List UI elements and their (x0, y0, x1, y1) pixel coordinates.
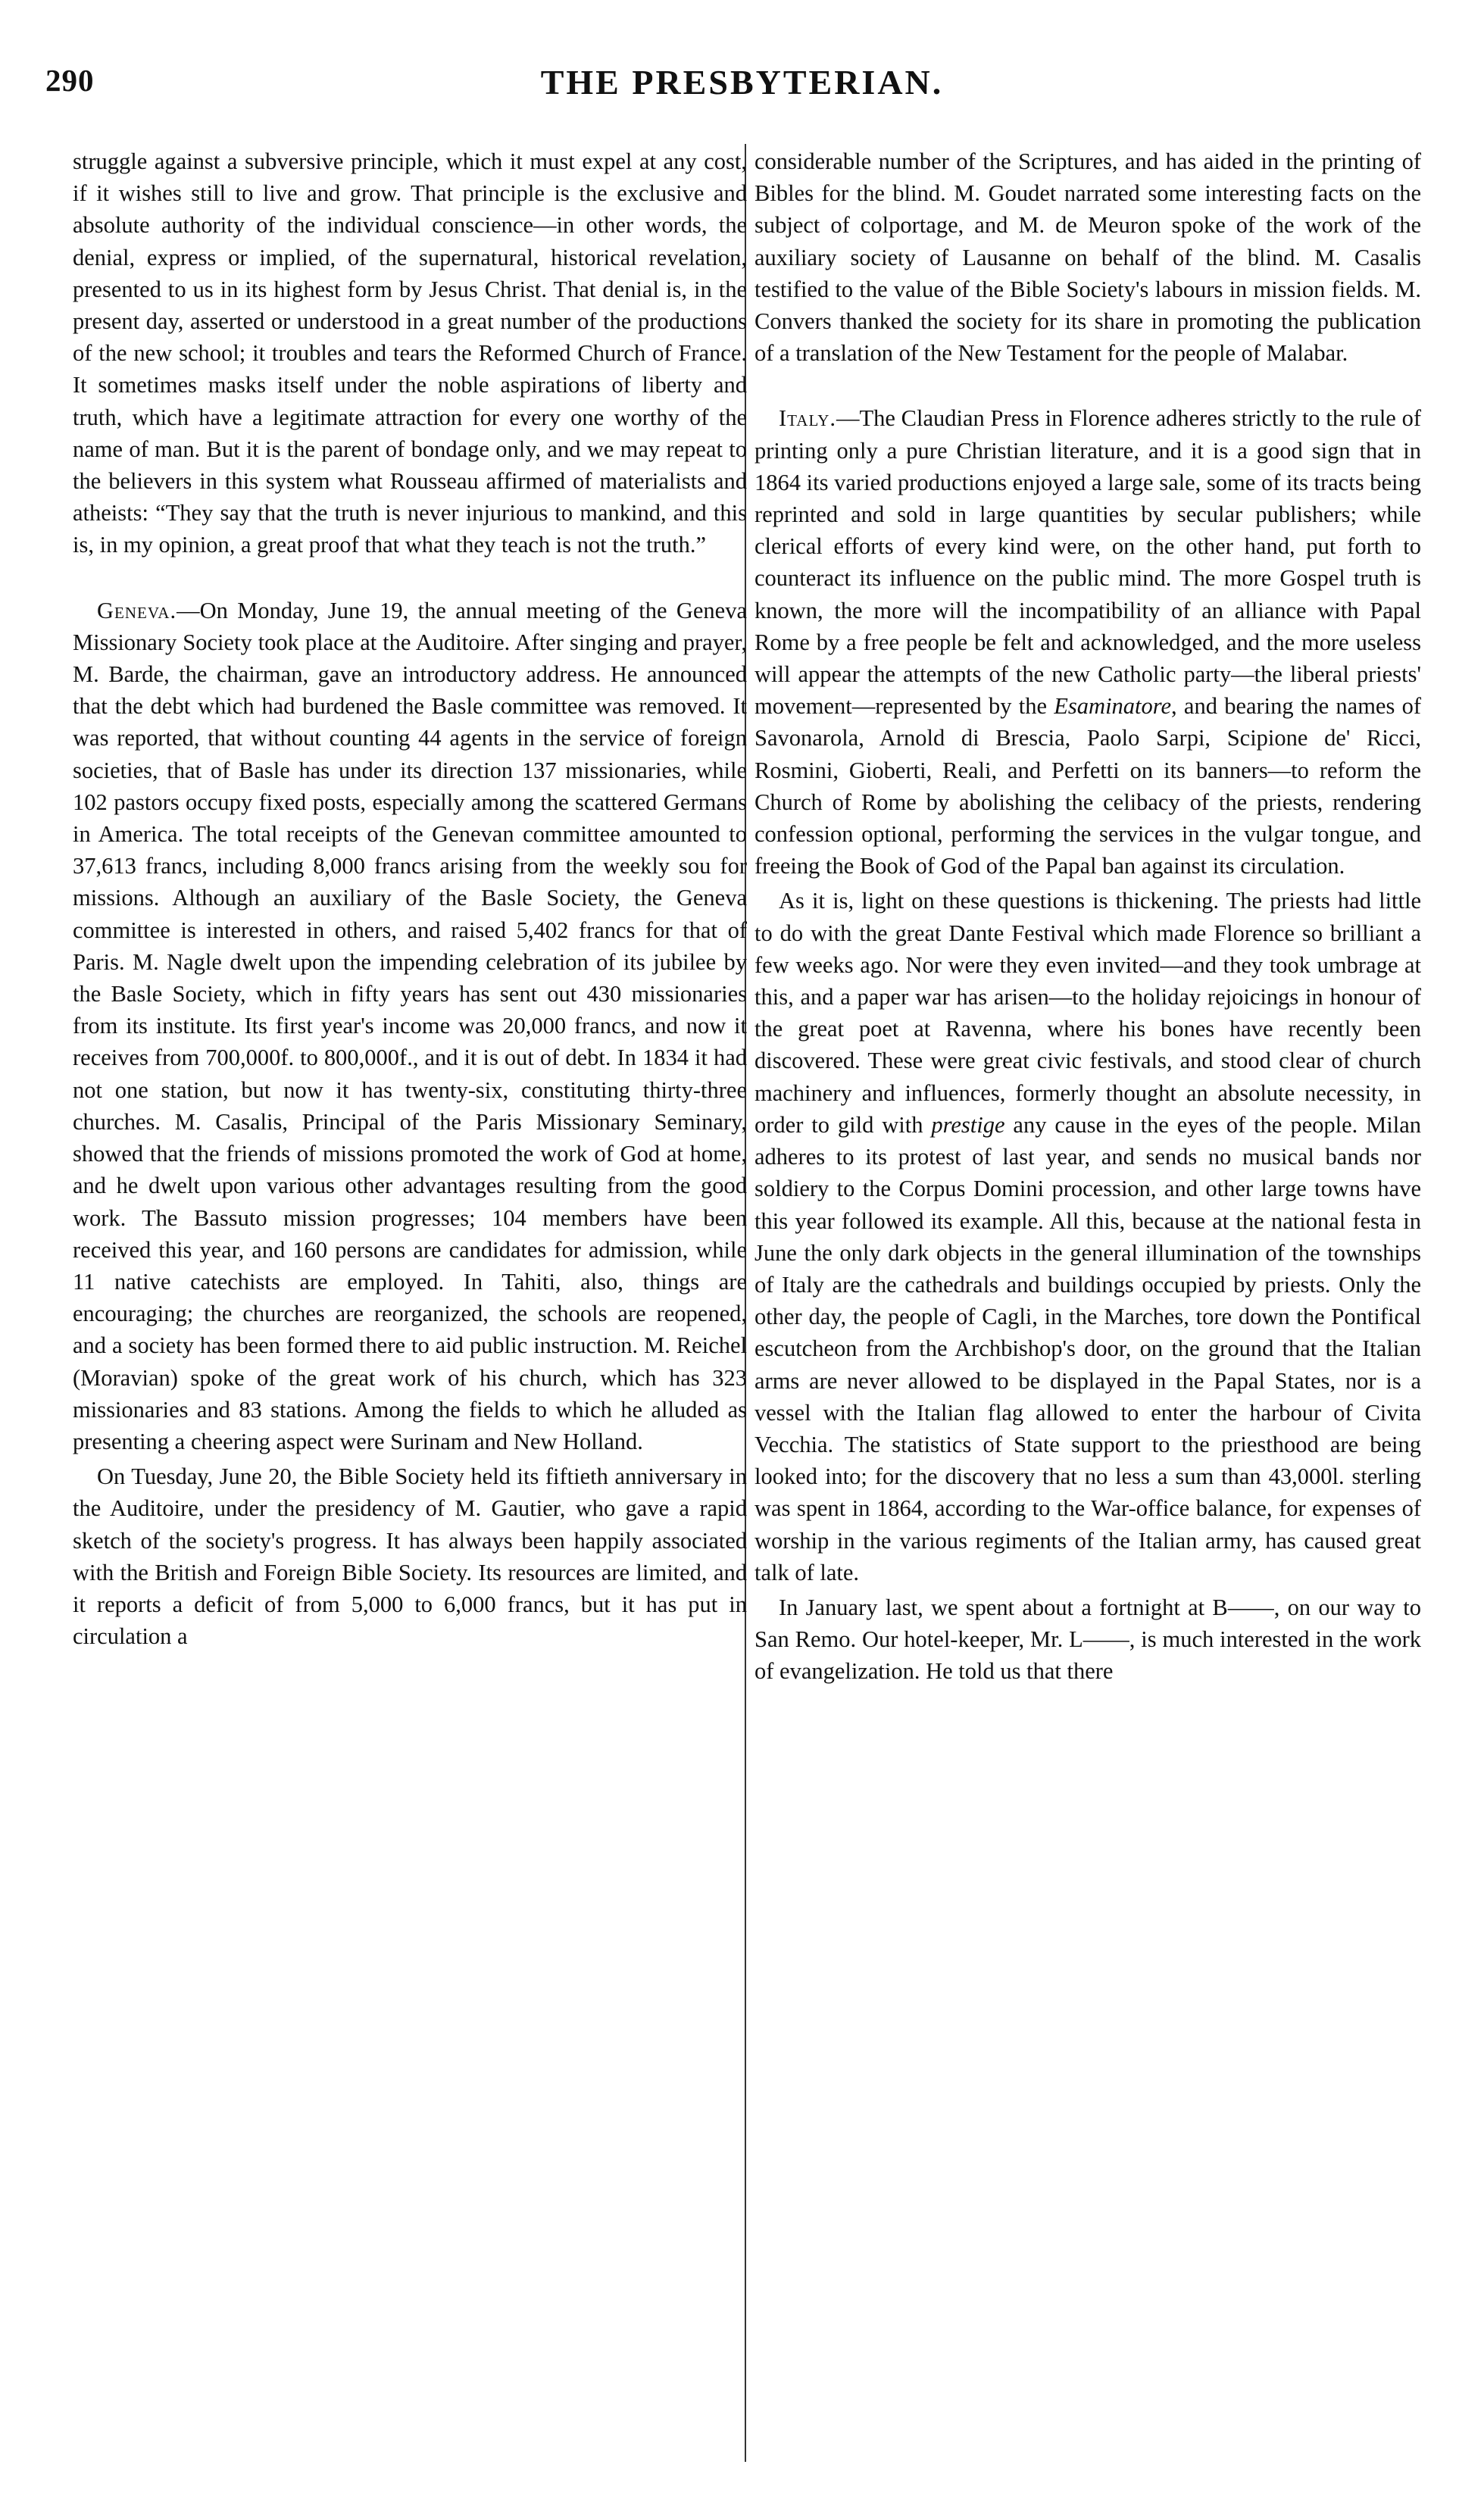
paragraph-bible-society: On Tuesday, June 20, the Bible Society held its fiftieth anniversary in the Auditoire, under the presidency of M. Gautier, who gave a rapid sketch of the society's progress. It has always been happily associated with the British and Foreign Bible Society. Its resources are limited, and it reports a deficit of from 5,000 to 6,000 francs, but it has put in circulation a (73, 1463, 747, 1650)
paragraph-geneva (73, 595, 747, 1457)
paragraph-italy-body-a: —The Claudian Press in Florence adheres strictly to the rule of printing only a pure Christian literature, and it is a good sign that in 1864 its varied productions enjoyed a large sale, some of its tracts being reprinted and sold in large quantities by secular publishers; while clerical efforts of every kind were, on the other hand, put forth to counteract its influence on the public mind. The more Gospel truth is known, the more will the incompatibility of an alliance with Papal Rome by a free people be felt and acknowledged, and the more useless will appear the attempts of the new Catholic party—the liberal priests' movement—represented by the (754, 405, 1421, 720)
right-column (754, 145, 1421, 1688)
paragraph-geneva-body: —On Monday, June 19, the annual meeting of the Geneva Missionary Society took place at the Auditoire. After singing and prayer, M. Barde, the chairman, gave an introductory address. He announced that the debt which had burdened the Basle committee was removed. It was reported, that without counting 44 agents in the service of foreign societies, that of Basle has under its direction 137 missionaries, while 102 pastors occupy fixed posts, especially among the scattered Germans in America. The total receipts of the Genevan committee amounted to 37,613 francs, including 8,000 francs arising from the weekly sou for missions. Although an auxiliary of the Basle Society, the Geneva committee is interested in others, and raised 5,402 francs for that of Paris. M. Nagle dwelt upon the impending celebration of its jubilee by the Basle Society, which in fifty years has sent out 430 missionaries from its institute. Its first year's income was 20,000 francs, and now it receives from 700,000f. to 800,000f., and it is out of debt. In 1834 it had not one station, but now it has twenty-six, constituting thirty-three churches. M. Casalis, Principal of the Paris Missionary Seminary, showed that the friends of missions promoted the work of God at home, and he dwelt upon various other advantages resulting from the good work. The Bassuto mission progresses; 104 members have been received this year, and 160 persons are candidates for admission, while 11 native catechists are employed. In Tahiti, also, things are encouraging; the churches are reorganized, the schools are reopened, and a society has been formed there to aid public instruction. M. Reichel (Moravian) spoke of the great work of his church, which has 323 missionaries and 83 stations. Among the fields to which he alluded as presenting a cheering aspect were Surinam and New Holland. (73, 597, 747, 1454)
paragraph-italy (754, 402, 1421, 882)
running-title: THE PRESBYTERIAN. (540, 63, 944, 102)
paragraph-dante-body-b: any cause in the eyes of the people. Milan adheres to its protest of last year, and sends no musical bands nor soldiery to the Corpus Domini procession, and other large towns have this year followed its example. All this, because at the national festa in June the only dark objects in the general illumination of the townships of Italy are the cathedrals and buildings occupied by priests. Only the other day, the people of Cagli, in the Marches, tore down the Pontifical escutcheon from the Archbishop's door, on the ground that the Italian arms are never allowed to be displayed in the Papal States, nor is a vessel with the Italian flag allowed to enter the harbour of Civita Vecchia. The statistics of State support to the priesthood are being looked into; for the discovery that no less a sum than 43,000l. sterling was spent in 1864, according to the War-office balance, for expenses of worship in the various regiments of the Italian army, has caused great talk of late. (754, 1111, 1421, 1585)
paragraph-january: In January last, we spent about a fortnight at B——, on our way to San Remo. Our hotel-keeper, Mr. L——, is much interested in the work of evangelization. He told us that there (754, 1594, 1421, 1685)
left-column (73, 145, 747, 1652)
italic-prestige: prestige (931, 1111, 1005, 1138)
italic-esaminatore: Esaminatore (1054, 693, 1172, 720)
page-number: 290 (45, 63, 95, 98)
paragraph-rousseau: struggle against a subversive principle, which it must expel at any cost, if it wishes still to live and grow. That principle is the exclusive and absolute authority of the individual conscience—in other words, the denial, express or implied, of the supernatural, historical revelation, presented to us in its highest form by Jesus Christ. That denial is, in the present day, asserted or understood in a great number of the productions of the new school; it troubles and tears the Reformed Church of France. It sometimes masks itself under the noble aspirations of liberty and truth, which have a legitimate attraction for every one worthy of the name of man. But it is the parent of bondage only, and we may repeat to the believers in this system what Rousseau affirmed of materialists and atheists: “They say that the truth is never injurious to mankind, and this is, in my opinion, a great proof that what they teach is not the truth.” (73, 148, 747, 558)
paragraph-italy-body-b: , and bearing the names of Savonarola, Arnold di Brescia, Paolo Sarpi, Scipione de' Ricci, Rosmini, Gioberti, Reali, and Perfetti on its banners—to reform the Church of Rome by abolishing the celibacy of the priests, rendering confession optional, performing the services in the vulgar tongue, and freeing the Book of God of the Papal ban against its circulation. (754, 693, 1421, 879)
page-header (45, 62, 1439, 123)
section-head-geneva: Geneva. (97, 597, 177, 623)
paragraph-dante-body-a: As it is, light on these questions is thickening. The priests had little to do with the great Dante Festival which made Florence so brilliant a few weeks ago. Nor were they even invited—and they took umbrage at this, and a paper war has arisen—to the holiday rejoicings in honour of the great poet at Ravenna, where his bones have recently been discovered. These were great civic festivals, and stood clear of church machinery and influences, formerly thought an absolute necessity, in order to gild with (754, 888, 1421, 1138)
paragraph-dante-festival (754, 885, 1421, 1588)
paragraph-bible-society-cont: considerable number of the Scriptures, and has aided in the printing of Bibles for the blind. M. Goudet narrated some interesting facts on the subject of colportage, and M. de Meuron spoke of the work of the auxiliary society of Lausanne on behalf of the blind. M. Casalis testified to the value of the Bible Society's labours in mission fields. M. Convers thanked the society for its share in promoting the publication of a translation of the New Testament for the people of Malabar. (754, 148, 1421, 367)
section-head-italy: Italy. (779, 405, 836, 432)
